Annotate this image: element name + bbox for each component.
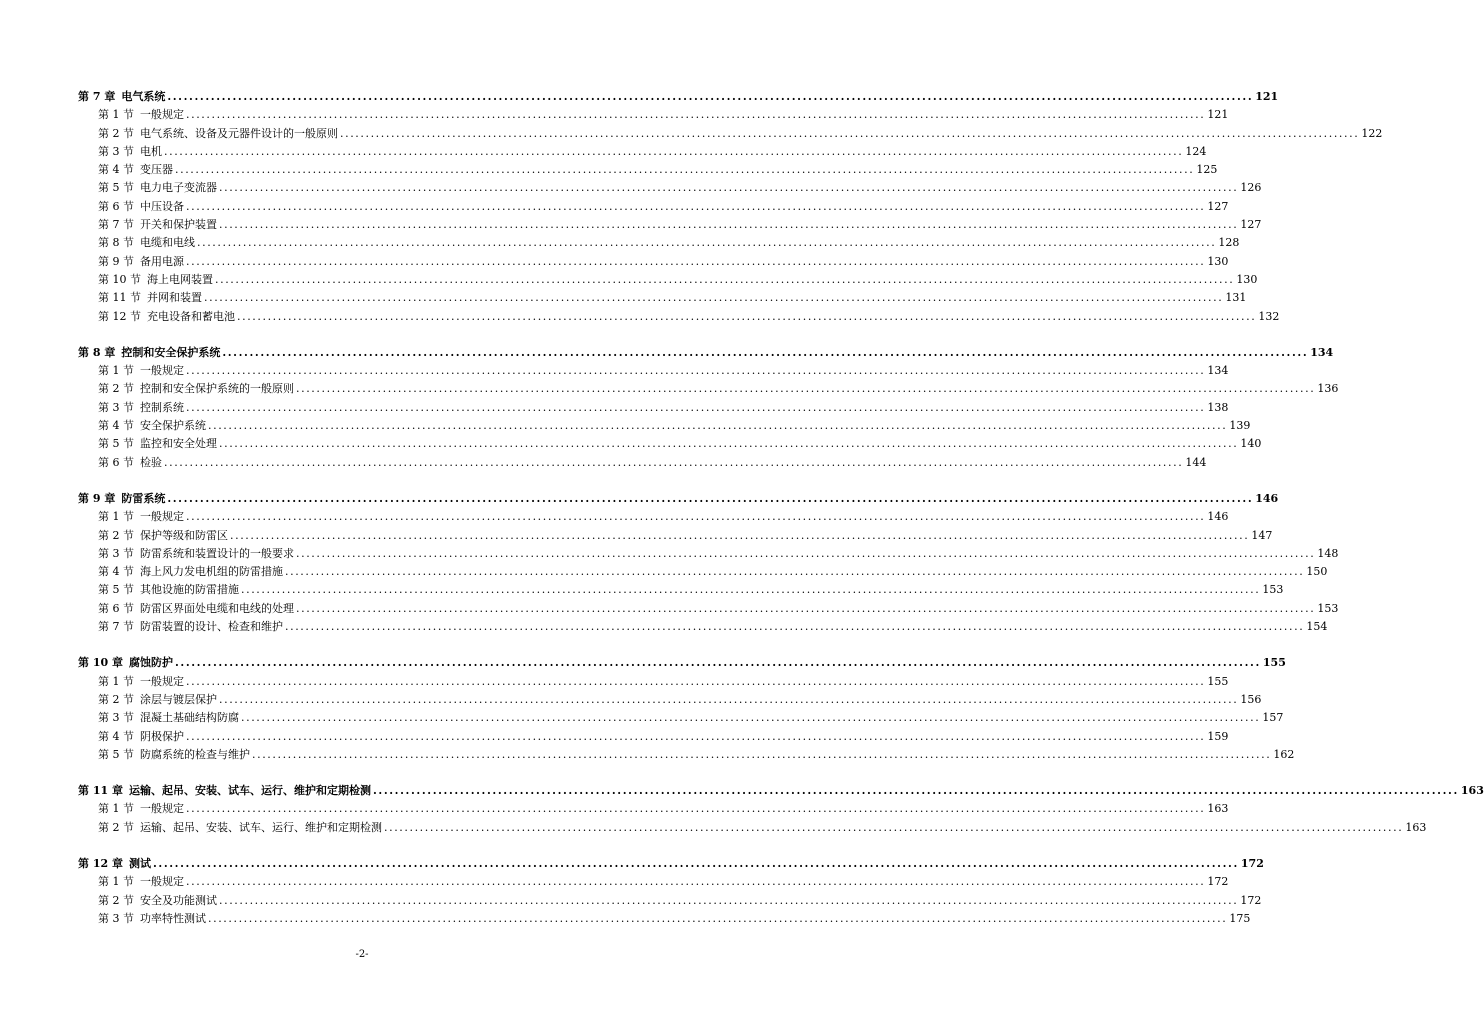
toc-label xyxy=(98,581,239,599)
toc-section-row xyxy=(78,417,1251,435)
toc-page-number: 126 xyxy=(1240,181,1262,195)
toc-section-row xyxy=(78,143,1207,161)
dot-leader: ........................................................................................................................................................................................................ xyxy=(186,364,1206,378)
toc-number: 第 1 节 xyxy=(98,802,134,816)
toc-page-number: 127 xyxy=(1207,199,1229,213)
dot-leader: ........................................................................................................................................................................................................ xyxy=(219,218,1239,232)
toc-section-row xyxy=(78,399,1229,417)
dot-leader: ........................................................................................................................................................................................................ xyxy=(296,601,1316,615)
toc-number: 第 1 节 xyxy=(98,108,134,122)
toc-number: 第 6 节 xyxy=(98,601,134,615)
toc-page-number: 125 xyxy=(1196,163,1218,177)
toc-label xyxy=(78,782,371,800)
dot-leader: ........................................................................................................................................................................................................ xyxy=(197,236,1217,250)
toc-title: 检验 xyxy=(140,455,162,469)
toc-label xyxy=(98,362,184,380)
toc-section-row xyxy=(78,709,1284,727)
toc-title: 电气系统、设备及元器件设计的一般原则 xyxy=(140,126,338,140)
toc-section-row xyxy=(78,161,1218,179)
toc-section-row xyxy=(78,618,1328,636)
toc-number: 第 4 节 xyxy=(98,729,134,743)
toc-title: 一般规定 xyxy=(140,674,184,688)
toc-label xyxy=(78,855,151,873)
dot-leader: ........................................................................................................................................................................................................ xyxy=(186,802,1206,816)
toc-number: 第 11 节 xyxy=(98,291,141,305)
toc-chapter-row xyxy=(78,654,1286,672)
dot-leader: ........................................................................................................................................................................................................ xyxy=(285,565,1305,579)
dot-leader: ........................................................................................................................................................................................................ xyxy=(222,345,1309,359)
toc-page-number: 147 xyxy=(1251,528,1273,542)
toc-number: 第 7 节 xyxy=(98,620,134,634)
dot-leader: ........................................................................................................................................................................................................ xyxy=(186,400,1206,414)
toc-number: 第 3 节 xyxy=(98,144,134,158)
toc-section-row xyxy=(78,198,1229,216)
toc-title: 备用电源 xyxy=(140,254,184,268)
dot-leader: ........................................................................................................................................................................................................ xyxy=(152,856,1239,870)
toc-title: 防腐系统的检查与维护 xyxy=(140,747,250,761)
toc-title: 中压设备 xyxy=(140,199,184,213)
toc-title: 充电设备和蓄电池 xyxy=(147,309,235,323)
dot-leader: ........................................................................................................................................................................................................ xyxy=(167,491,1254,505)
toc-number: 第 10 章 xyxy=(78,656,123,670)
toc-chapter-row xyxy=(78,344,1334,362)
toc-label xyxy=(98,106,184,124)
toc-label xyxy=(98,454,162,472)
toc-number: 第 2 节 xyxy=(98,692,134,706)
dot-leader: ........................................................................................................................................................................................................ xyxy=(215,272,1235,286)
toc-number: 第 5 节 xyxy=(98,181,134,195)
toc-title: 电缆和电线 xyxy=(140,236,195,250)
toc-page-number: 134 xyxy=(1310,345,1334,359)
toc-section-row xyxy=(78,545,1339,563)
toc-label xyxy=(98,563,283,581)
dot-leader: ........................................................................................................................................................................................................ xyxy=(186,674,1206,688)
dot-leader: ........................................................................................................................................................................................................ xyxy=(296,546,1316,560)
toc-label xyxy=(98,179,217,197)
dot-leader: ........................................................................................................................................................................................................ xyxy=(219,893,1239,907)
dot-leader: ........................................................................................................................................................................................................ xyxy=(241,711,1261,725)
dot-leader: ........................................................................................................................................................................................................ xyxy=(164,455,1184,469)
toc-page-number: 162 xyxy=(1273,747,1295,761)
toc-number: 第 2 节 xyxy=(98,382,134,396)
table-of-contents xyxy=(78,88,1484,946)
toc-number: 第 1 节 xyxy=(98,674,134,688)
dot-leader: ........................................................................................................................................................................................................ xyxy=(186,875,1206,889)
toc-chapter-row xyxy=(78,782,1484,800)
toc-label xyxy=(98,125,338,143)
toc-label xyxy=(98,873,184,891)
toc-section-row xyxy=(78,800,1229,818)
toc-page-number: 163 xyxy=(1405,820,1427,834)
toc-section-row xyxy=(78,179,1262,197)
toc-title: 一般规定 xyxy=(140,364,184,378)
toc-title: 腐蚀防护 xyxy=(128,656,173,670)
toc-number: 第 3 节 xyxy=(98,546,134,560)
toc-section-row xyxy=(78,216,1262,234)
toc-page-number: 153 xyxy=(1262,583,1284,597)
dot-leader: ........................................................................................................................................................................................................ xyxy=(174,656,1261,670)
toc-label xyxy=(98,600,294,618)
toc-title: 阴极保护 xyxy=(140,729,184,743)
toc-label xyxy=(98,910,206,928)
dot-leader: ........................................................................................................................................................................................................ xyxy=(340,126,1360,140)
toc-label xyxy=(98,709,239,727)
page-number: -2- xyxy=(355,949,369,960)
toc-label xyxy=(98,545,294,563)
dot-leader: ........................................................................................................................................................................................................ xyxy=(186,510,1206,524)
toc-page-number: 156 xyxy=(1240,692,1262,706)
toc-chapter xyxy=(78,490,1339,636)
toc-title: 一般规定 xyxy=(140,510,184,524)
toc-chapter xyxy=(78,654,1295,764)
toc-page-number: 140 xyxy=(1240,437,1262,451)
toc-chapter xyxy=(78,88,1383,326)
toc-number: 第 9 节 xyxy=(98,254,134,268)
toc-page-number: 139 xyxy=(1229,419,1251,433)
toc-label xyxy=(98,289,202,307)
toc-number: 第 5 节 xyxy=(98,747,134,761)
toc-title: 控制和安全保护系统 xyxy=(121,345,221,359)
toc-label xyxy=(98,253,184,271)
dot-leader: ........................................................................................................................................................................................................ xyxy=(384,820,1404,834)
toc-page-number: 153 xyxy=(1317,601,1339,615)
toc-number: 第 6 节 xyxy=(98,455,134,469)
toc-page-number: 131 xyxy=(1225,291,1247,305)
dot-leader: ........................................................................................................................................................................................................ xyxy=(296,382,1316,396)
toc-title: 海上风力发电机组的防雷措施 xyxy=(140,565,283,579)
toc-title: 安全及功能测试 xyxy=(140,893,217,907)
toc-number: 第 9 章 xyxy=(78,491,116,505)
toc-title: 防雷系统 xyxy=(121,491,166,505)
toc-label xyxy=(98,691,217,709)
toc-title: 电机 xyxy=(140,144,162,158)
dot-leader: ........................................................................................................................................................................................................ xyxy=(186,199,1206,213)
toc-section-row xyxy=(78,234,1240,252)
toc-label xyxy=(98,308,235,326)
toc-title: 一般规定 xyxy=(140,802,184,816)
toc-chapter xyxy=(78,855,1264,928)
dot-leader: ........................................................................................................................................................................................................ xyxy=(219,181,1239,195)
dot-leader: ........................................................................................................................................................................................................ xyxy=(219,437,1239,451)
toc-number: 第 4 节 xyxy=(98,565,134,579)
toc-number: 第 4 节 xyxy=(98,163,134,177)
toc-page-number: 150 xyxy=(1306,565,1328,579)
toc-number: 第 2 节 xyxy=(98,528,134,542)
toc-number: 第 11 章 xyxy=(78,784,123,798)
toc-title: 防雷区界面处电缆和电线的处理 xyxy=(140,601,294,615)
dot-leader: ........................................................................................................................................................................................................ xyxy=(208,419,1228,433)
toc-section-row xyxy=(78,253,1229,271)
toc-title: 海上电网装置 xyxy=(147,272,213,286)
dot-leader: ........................................................................................................................................................................................................ xyxy=(186,108,1206,122)
toc-page-number: 128 xyxy=(1218,236,1240,250)
toc-section-row xyxy=(78,600,1339,618)
toc-number: 第 3 节 xyxy=(98,400,134,414)
toc-label xyxy=(98,417,206,435)
toc-number: 第 5 节 xyxy=(98,583,134,597)
toc-section-row xyxy=(78,746,1295,764)
toc-chapter-row xyxy=(78,88,1279,106)
toc-chapter-row xyxy=(78,490,1279,508)
toc-section-row xyxy=(78,892,1262,910)
dot-leader: ........................................................................................................................................................................................................ xyxy=(204,291,1224,305)
toc-number: 第 6 节 xyxy=(98,199,134,213)
toc-label xyxy=(98,380,294,398)
toc-title: 混凝土基础结构防腐 xyxy=(140,711,239,725)
toc-page-number: 130 xyxy=(1207,254,1229,268)
toc-title: 防雷装置的设计、检查和维护 xyxy=(140,620,283,634)
toc-title: 电力电子变流器 xyxy=(140,181,217,195)
toc-page-number: 175 xyxy=(1229,911,1251,925)
toc-label xyxy=(98,143,162,161)
toc-label xyxy=(98,618,283,636)
toc-title: 运输、起吊、安装、试车、运行、维护和定期检测 xyxy=(128,784,371,798)
toc-page-number: 157 xyxy=(1262,711,1284,725)
toc-number: 第 12 章 xyxy=(78,856,123,870)
dot-leader: ........................................................................................................................................................................................................ xyxy=(219,692,1239,706)
toc-title: 一般规定 xyxy=(140,875,184,889)
toc-number: 第 2 节 xyxy=(98,820,134,834)
toc-label xyxy=(98,746,250,764)
dot-leader: ........................................................................................................................................................................................................ xyxy=(237,309,1257,323)
toc-label xyxy=(78,344,220,362)
dot-leader: ........................................................................................................................................................................................................ xyxy=(252,747,1272,761)
toc-section-row xyxy=(78,691,1262,709)
toc-title: 保护等级和防雷区 xyxy=(140,528,228,542)
toc-page-number: 138 xyxy=(1207,400,1229,414)
dot-leader: ........................................................................................................................................................................................................ xyxy=(186,254,1206,268)
dot-leader: ........................................................................................................................................................................................................ xyxy=(241,583,1261,597)
toc-title: 控制和安全保护系统的一般原则 xyxy=(140,382,294,396)
toc-section-row xyxy=(78,873,1229,891)
toc-section-row xyxy=(78,380,1339,398)
dot-leader: ........................................................................................................................................................................................................ xyxy=(372,784,1459,798)
dot-leader: ........................................................................................................................................................................................................ xyxy=(164,144,1184,158)
toc-title: 变压器 xyxy=(140,163,173,177)
toc-page-number: 172 xyxy=(1207,875,1229,889)
toc-label xyxy=(98,234,195,252)
toc-page-number: 121 xyxy=(1207,108,1229,122)
toc-title: 开关和保护装置 xyxy=(140,218,217,232)
toc-label xyxy=(78,654,173,672)
toc-number: 第 7 章 xyxy=(78,90,116,103)
dot-leader: ........................................................................................................................................................................................................ xyxy=(175,163,1195,177)
toc-section-row xyxy=(78,910,1251,928)
toc-section-row xyxy=(78,454,1207,472)
toc-page-number: 163 xyxy=(1207,802,1229,816)
toc-title: 其他设施的防雷措施 xyxy=(140,583,239,597)
toc-page-number: 172 xyxy=(1240,856,1264,870)
toc-title: 控制系统 xyxy=(140,400,184,414)
toc-section-row xyxy=(78,819,1427,837)
toc-page-number: 159 xyxy=(1207,729,1229,743)
toc-number: 第 10 节 xyxy=(98,272,141,286)
toc-label xyxy=(98,216,217,234)
toc-page-number: 122 xyxy=(1361,126,1383,140)
dot-leader: ........................................................................................................................................................................................................ xyxy=(230,528,1250,542)
toc-chapter xyxy=(78,782,1484,837)
toc-page-number: 155 xyxy=(1262,656,1286,670)
toc-title: 功率特性测试 xyxy=(140,911,206,925)
toc-label xyxy=(98,399,184,417)
toc-section-row xyxy=(78,508,1229,526)
toc-number: 第 8 节 xyxy=(98,236,134,250)
toc-page-number: 163 xyxy=(1460,784,1484,798)
toc-label xyxy=(98,508,184,526)
toc-page-number: 127 xyxy=(1240,218,1262,232)
toc-label xyxy=(98,819,382,837)
toc-title: 监控和安全处理 xyxy=(140,437,217,451)
toc-section-row xyxy=(78,728,1229,746)
toc-label xyxy=(98,161,173,179)
toc-title: 防雷系统和装置设计的一般要求 xyxy=(140,546,294,560)
toc-title: 电气系统 xyxy=(121,90,166,103)
toc-section-row xyxy=(78,362,1229,380)
toc-number: 第 12 节 xyxy=(98,309,141,323)
toc-number: 第 5 节 xyxy=(98,437,134,451)
toc-page-number: 130 xyxy=(1236,272,1258,286)
toc-page-number: 121 xyxy=(1255,90,1279,103)
dot-leader: ........................................................................................................................................................................................................ xyxy=(186,729,1206,743)
toc-label xyxy=(98,271,213,289)
toc-section-row xyxy=(78,673,1229,691)
toc-number: 第 2 节 xyxy=(98,126,134,140)
toc-page-number: 136 xyxy=(1317,382,1339,396)
toc-chapter-row xyxy=(78,855,1264,873)
toc-page-number: 148 xyxy=(1317,546,1339,560)
toc-title: 运输、起吊、安装、试车、运行、维护和定期检测 xyxy=(140,820,382,834)
toc-page-number: 146 xyxy=(1255,491,1279,505)
toc-section-row xyxy=(78,271,1258,289)
toc-page-number: 154 xyxy=(1306,620,1328,634)
toc-page-number: 144 xyxy=(1185,455,1207,469)
toc-page-number: 155 xyxy=(1207,674,1229,688)
toc-number: 第 3 节 xyxy=(98,911,134,925)
toc-title: 一般规定 xyxy=(140,108,184,122)
toc-number: 第 3 节 xyxy=(98,711,134,725)
toc-title: 测试 xyxy=(128,856,151,870)
toc-section-row xyxy=(78,581,1284,599)
toc-title: 涂层与镀层保护 xyxy=(140,692,217,706)
dot-leader: ........................................................................................................................................................................................................ xyxy=(167,90,1254,103)
toc-label xyxy=(78,490,165,508)
toc-section-row xyxy=(78,527,1273,545)
toc-number: 第 7 节 xyxy=(98,218,134,232)
toc-label xyxy=(98,527,228,545)
toc-label xyxy=(78,88,165,106)
toc-label xyxy=(98,198,184,216)
toc-label xyxy=(98,892,217,910)
toc-page-number: 146 xyxy=(1207,510,1229,524)
toc-section-row xyxy=(78,563,1328,581)
toc-section-row xyxy=(78,308,1280,326)
toc-number: 第 2 节 xyxy=(98,893,134,907)
toc-page-number: 124 xyxy=(1185,144,1207,158)
toc-number: 第 4 节 xyxy=(98,419,134,433)
toc-number: 第 1 节 xyxy=(98,510,134,524)
toc-label xyxy=(98,435,217,453)
toc-page-number: 132 xyxy=(1258,309,1280,323)
toc-label xyxy=(98,728,184,746)
dot-leader: ........................................................................................................................................................................................................ xyxy=(208,911,1228,925)
toc-number: 第 8 章 xyxy=(78,345,116,359)
toc-title: 并网和装置 xyxy=(147,291,202,305)
dot-leader: ........................................................................................................................................................................................................ xyxy=(285,620,1305,634)
toc-chapter xyxy=(78,344,1339,472)
toc-page-number: 172 xyxy=(1240,893,1262,907)
toc-number: 第 1 节 xyxy=(98,364,134,378)
toc-section-row xyxy=(78,125,1383,143)
toc-section-row xyxy=(78,106,1229,124)
toc-section-row xyxy=(78,289,1247,307)
toc-number: 第 1 节 xyxy=(98,875,134,889)
toc-section-row xyxy=(78,435,1262,453)
toc-label xyxy=(98,800,184,818)
toc-title: 安全保护系统 xyxy=(140,419,206,433)
toc-page-number: 134 xyxy=(1207,364,1229,378)
toc-label xyxy=(98,673,184,691)
